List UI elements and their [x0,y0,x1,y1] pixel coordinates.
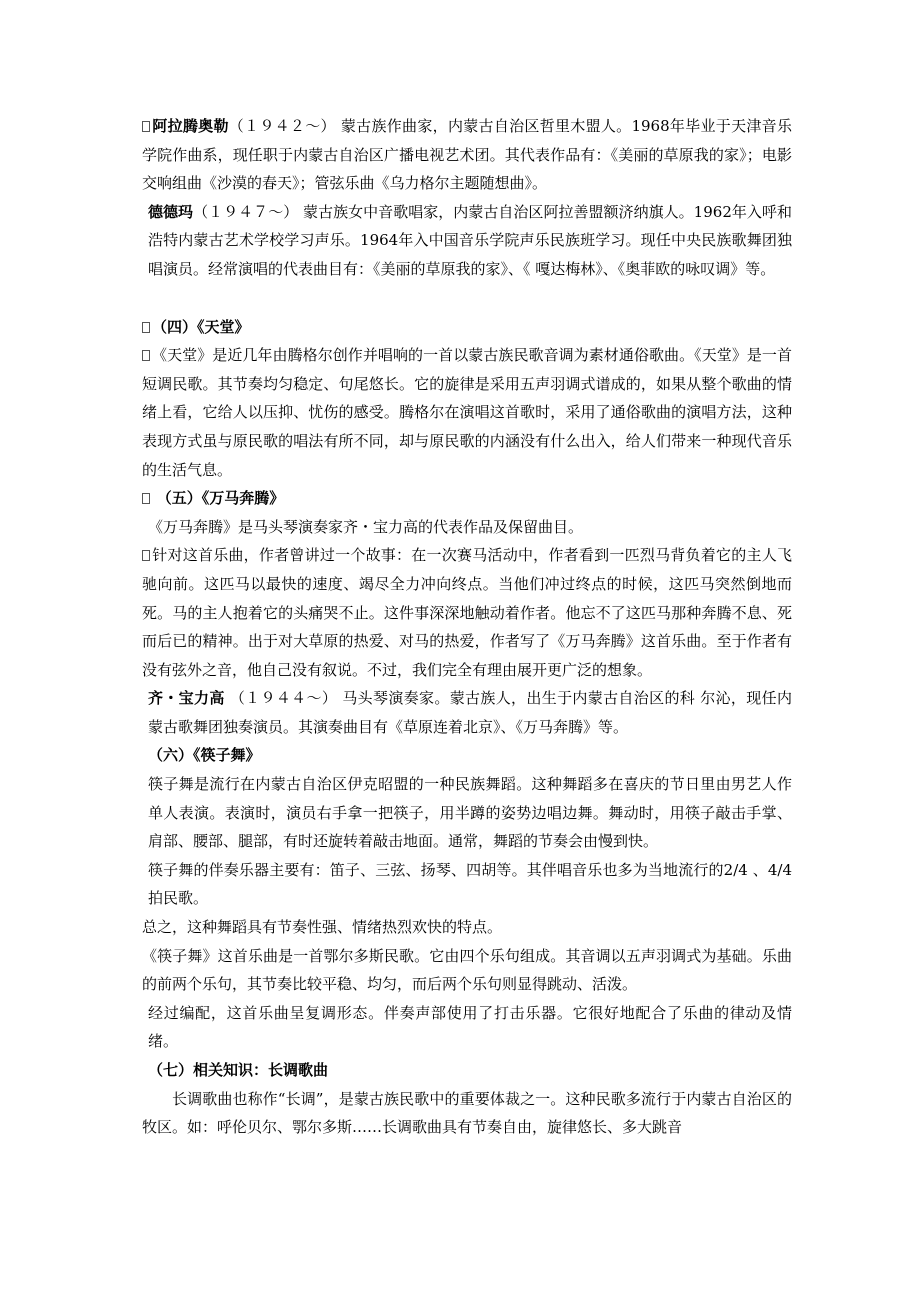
section-heading-4 [142,313,792,342]
paragraph-qibaoligao [142,684,792,741]
paragraph-kuaiziwu-1: 筷子舞是流行在内蒙古自治区伊克昭盟的一种民族舞蹈。这种舞蹈多在喜庆的节日里由男艺人作单人表演。表演时，演员右手拿一把筷子，用半蹲的姿势边唱边舞。舞动时，用筷子敲击手掌、肩部、腰部、腿部，有时还旋转着敲击地面。通常，舞蹈的节奏会由慢到快。 [148,775,792,851]
heading-text: （四）《天堂》 [152,317,250,336]
section-heading-6 [142,741,792,770]
paragraph-wanma-intro: 《万马奔腾》是马头琴演奏家齐・宝力高的代表作品及保留曲目。 [148,517,584,536]
person-years: （１９４２～） [228,117,336,135]
heading-text: （六）《筷子舞》 [148,746,261,765]
person-years: （１９４７～） [193,202,299,221]
paragraph-text: 马头琴演奏家。蒙古族人，出生于内蒙古自治区的科 尔沁，现任内蒙古歌舞团独奏演员。其演奏曲目有《草原连着北京》、《万马奔腾》等。 [148,689,792,736]
paragraph-kuaiziwu-2: 筷子舞的伴奏乐器主要有：笛子、三弦、扬琴、四胡等。其伴唱音乐也多为当地流行的2/4 、4/4拍民歌。 [148,860,792,908]
heading-text: （五）《万马奔腾》 [156,489,285,508]
bullet-box-icon [142,550,150,561]
person-name: 德德玛 [148,202,194,221]
paragraph-kuaiziwu-4: 《筷子舞》这首乐曲是一首鄂尔多斯民歌。它由四个乐句组成。其音调以五声羽调式为基础。乐曲的前两个乐句，其节奏比较平稳、均匀，而后两个乐句则显得跳动、活泼。 [142,946,792,994]
bullet-box-icon [142,322,150,333]
bullet-box-icon [142,121,150,132]
person-name: 齐・宝力高 [148,689,225,708]
paragraph-wanma-story [142,541,792,684]
paragraph-altanoul [142,112,792,198]
paragraph-text: 蒙古族女中音歌唱家，内蒙古自治区阿拉善盟额济纳旗人。1962年入呼和浩特内蒙古艺术学校学习声乐。1964年入中国音乐学院声乐民族班学习。现任中央民族歌舞团独唱演员。经常演唱的代表曲目有：《美丽的草原我的家》、《 嘎达梅林》、《奥菲欧的咏叹调》等。 [148,202,792,278]
section-heading-7 [142,1056,792,1085]
paragraph-changdiao: 长调歌曲也称作“长调”，是蒙古族民歌中的重要体裁之一。这种民歌多流行于内蒙古自治区的牧区。如：呼伦贝尔、鄂尔多斯……长调歌曲具有节奏自由，旋律悠长、多大跳音 [142,1089,792,1137]
paragraph-text: 蒙古族作曲家，内蒙古自治区哲里木盟人。1968年毕业于天津音乐学院作曲系，现任职于内蒙古自治区广播电视艺术团。其代表作品有：《美丽的草原我的家》；电影交响组曲《沙漠的春天》；管弦乐曲《乌力格尔主题随想曲》。 [142,117,792,193]
paragraph-dedema [142,198,792,284]
bullet-box-icon [142,350,150,361]
section-heading-5 [142,484,792,513]
paragraph-kuaiziwu-3: 总之，这种舞蹈具有节奏性强、情绪热烈欢快的特点。 [142,918,503,937]
document-page [142,112,792,1142]
paragraph-text: 《天堂》是近几年由腾格尔创作并唱响的一首以蒙古族民歌音调为素材通俗歌曲。《天堂》是一首短调民歌。其节奏均匀稳定、句尾悠长。它的旋律是采用五声羽调式谱成的，如果从整个歌曲的情绪上看，它给人以压抑、忧伤的感受。腾格尔在演唱这首歌时，采用了通俗歌曲的演唱方法，这种表现方式虽与原民歌的唱法有所不同，却与原民歌的内涵没有什么出入，给人们带来一种现代音乐的生活气息。 [142,346,792,479]
paragraph-tiantang [142,341,792,484]
bullet-box-icon [142,493,150,504]
person-name: 阿拉腾奥勒 [152,117,229,135]
heading-text: （七）相关知识：长调歌曲 [148,1061,329,1079]
paragraph-text: 针对这首乐曲，作者曾讲过一个故事：在一次赛马活动中，作者看到一匹烈马背负着它的主人飞驰向前。这匹马以最快的速度、竭尽全力冲向终点。当他们冲过终点的时候，这匹马突然倒地而死。马的主人抱着它的头痛哭不止。这件事深深地触动着作者。他忘不了这匹马那种奔腾不息、死而后已的精神。出于对大草原的热爱、对马的热爱，作者写了《万马奔腾》这首乐曲。至于作者有没有弦外之音，他自己没有叙说。不过，我们完全有理由展开更广泛的想象。 [142,546,792,679]
spacer [142,284,792,313]
person-years: （１９４４～） [229,689,338,708]
paragraph-kuaiziwu-5: 经过编配，这首乐曲呈复调形态。伴奏声部使用了打击乐器。它很好地配合了乐曲的律动及情绪。 [148,1003,792,1051]
